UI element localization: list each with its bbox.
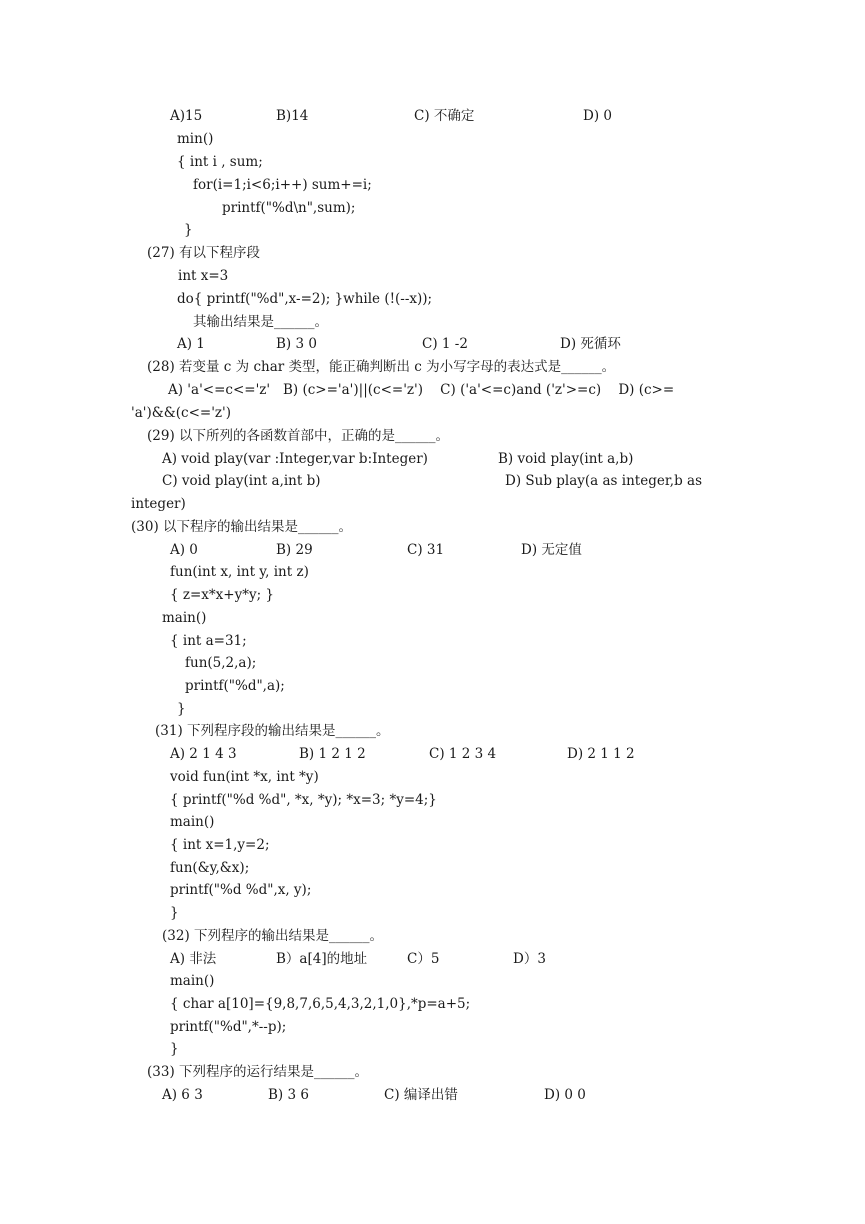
q27-option-b: B) 3 0 xyxy=(276,336,317,352)
q26-option-d: D) 0 xyxy=(583,108,612,124)
q26-code-line: for(i=1;i<6;i++) sum+=i; xyxy=(193,177,372,193)
q27-option-c: C) 1 -2 xyxy=(422,336,468,352)
q29-option-a: A) void play(var :Integer,var b:Integer) xyxy=(162,451,428,467)
q29-option-c: C) void play(int a,int b) xyxy=(162,473,321,489)
q32-code-line: } xyxy=(170,1041,179,1057)
q26-option-a: A)15 xyxy=(170,108,203,124)
q26-option-b: B)14 xyxy=(276,108,309,124)
q32-option-b: B）a[4]的地址 xyxy=(276,951,368,967)
q30-code-line: main() xyxy=(162,610,207,626)
q28-options: A) 'a'<=c<='z' B) (c>='a')||(c<='z') C) ('a'<=c)and ('z'>=c) D) (c>= xyxy=(168,382,675,398)
q30-code-line: fun(5,2,a); xyxy=(185,655,257,671)
q31-code-line: printf("%d %d",x, y); xyxy=(170,882,312,898)
q27-code-line: int x=3 xyxy=(178,268,229,284)
q30-code-line: fun(int x, int y, int z) xyxy=(170,564,309,580)
q27-prompt: 其输出结果是______。 xyxy=(193,314,328,330)
q32-code-line: { char a[10]={9,8,7,6,5,4,3,2,1,0},*p=a+5; xyxy=(170,996,471,1012)
q30-code-line: printf("%d",a); xyxy=(185,678,285,694)
q27-code-line: do{ printf("%d",x-=2); }while (!(--x)); xyxy=(177,291,433,307)
q30-code-line: } xyxy=(177,701,186,717)
q31-code-line: main() xyxy=(170,814,215,830)
q29-option-b: B) void play(int a,b) xyxy=(498,451,634,467)
q33-option-c: C) 编译出错 xyxy=(384,1087,458,1103)
q30-code-line: { int a=31; xyxy=(170,633,247,649)
q28-options-cont: 'a')&&(c<='z') xyxy=(131,405,232,421)
q27-option-d: D) 死循环 xyxy=(560,336,621,352)
q32-title: (32) 下列程序的输出结果是______。 xyxy=(162,928,384,944)
q32-option-a: A) 非法 xyxy=(170,951,217,967)
q26-code-line: printf("%d\n",sum); xyxy=(222,200,356,216)
q33-title: (33) 下列程序的运行结果是______。 xyxy=(147,1064,369,1080)
q29-title: (29) 以下所列的各函数首部中，正确的是______。 xyxy=(147,428,450,444)
q30-title: (30) 以下程序的输出结果是______。 xyxy=(131,519,353,535)
q30-option-a: A) 0 xyxy=(170,542,198,558)
q31-code-line: fun(&y,&x); xyxy=(170,860,250,876)
q26-code-line: min() xyxy=(177,131,214,147)
q31-option-b: B) 1 2 1 2 xyxy=(299,746,366,762)
q31-option-d: D) 2 1 1 2 xyxy=(567,746,635,762)
q27-title: (27) 有以下程序段 xyxy=(147,245,261,261)
q29-option-d: D) Sub play(a as integer,b as xyxy=(505,473,702,489)
q26-code-line: { int i , sum; xyxy=(177,154,263,170)
q31-code-line: { printf("%d %d", *x, *y); *x=3; *y=4;} xyxy=(170,792,437,808)
q31-code-line: void fun(int *x, int *y) xyxy=(170,769,319,785)
q32-code-line: printf("%d",*--p); xyxy=(170,1019,287,1035)
q26-code-line: } xyxy=(184,222,193,238)
q31-code-line: } xyxy=(170,905,179,921)
q30-option-d: D) 无定值 xyxy=(521,542,582,558)
q31-option-a: A) 2 1 4 3 xyxy=(170,746,237,762)
q29-option-d-cont: integer) xyxy=(131,496,186,512)
q26-option-c: C) 不确定 xyxy=(414,108,475,124)
q33-option-d: D) 0 0 xyxy=(544,1087,586,1103)
q31-code-line: { int x=1,y=2; xyxy=(170,837,270,853)
q33-option-b: B) 3 6 xyxy=(268,1087,309,1103)
q32-option-c: C）5 xyxy=(407,951,440,967)
q32-option-d: D）3 xyxy=(513,951,546,967)
q33-option-a: A) 6 3 xyxy=(162,1087,203,1103)
q30-option-b: B) 29 xyxy=(276,542,313,558)
q30-option-c: C) 31 xyxy=(407,542,445,558)
q32-code-line: main() xyxy=(170,973,215,989)
q27-option-a: A) 1 xyxy=(177,336,205,352)
q30-code-line: { z=x*x+y*y; } xyxy=(170,587,275,603)
q28-title: (28) 若变量 c 为 char 类型，能正确判断出 c 为小写字母的表达式是______。 xyxy=(147,359,616,375)
q31-title: (31) 下列程序段的输出结果是______。 xyxy=(155,723,390,739)
q31-option-c: C) 1 2 3 4 xyxy=(429,746,497,762)
